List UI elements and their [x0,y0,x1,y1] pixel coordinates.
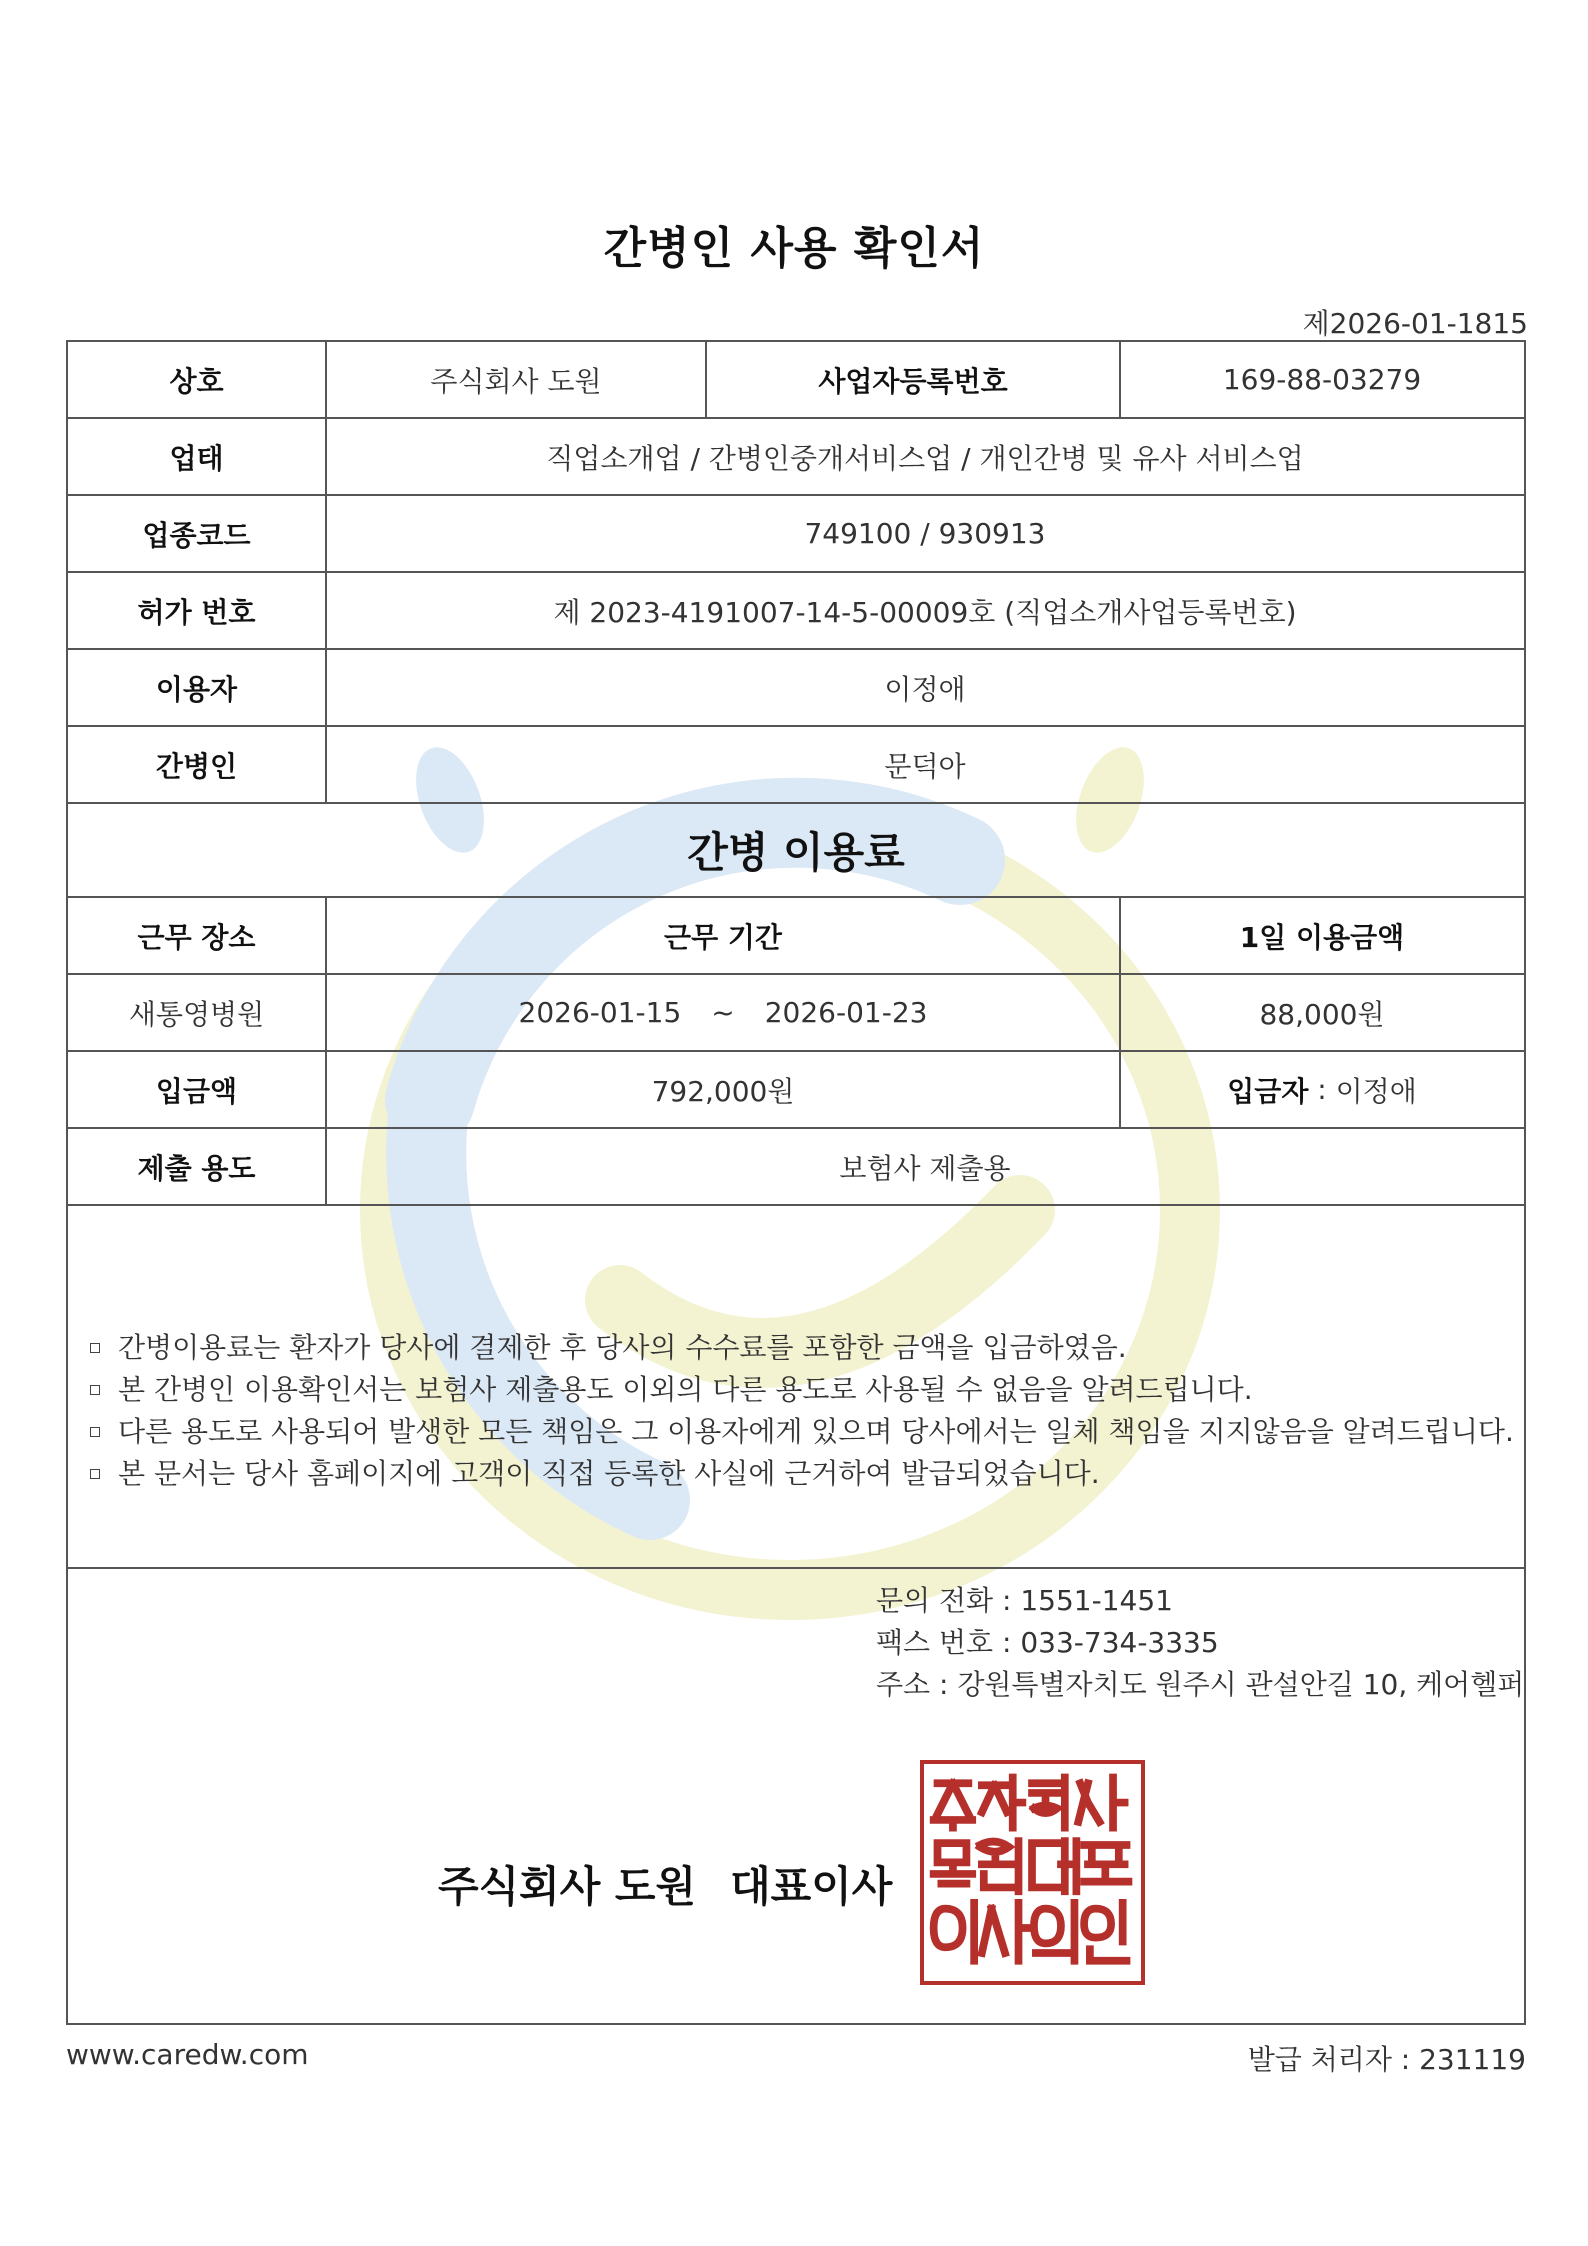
signature-company: 주식회사 도원 [438,1862,697,1911]
code-label: 업종코드 [68,496,327,571]
company-value: 주식회사 도원 [327,342,707,417]
square-bullet-icon [90,1343,100,1353]
caregiver-row [68,727,1524,804]
fee-section-title: 간병 이용료 [687,828,905,877]
contact-phone: 문의 전화 : 1551-1451 [876,1584,1173,1617]
period-start: 2026-01-15 [518,996,682,1029]
permit-row [68,573,1524,650]
depositor-cell [1121,1052,1523,1127]
signature-line [438,1854,892,1914]
depositor-separator: : [1308,1073,1336,1106]
square-bullet-icon [90,1385,100,1395]
daily-value: 88,000원 [1259,997,1385,1031]
company-label: 상호 [68,342,327,417]
period-value [327,975,1121,1050]
website-link[interactable]: www.caredw.com [66,2038,309,2071]
caregiver-value: 문덕아 [884,749,966,783]
note-item: 본 간병인 이용확인서는 보험사 제출용도 이외의 다른 용도로 사용될 수 없음을 알려드립니다. [90,1369,1514,1411]
biztype-row [68,419,1524,496]
fee-section-row [68,804,1524,898]
contact-address: 주소 : 강원특별자치도 원주시 관설안길 10, 케어헬퍼 [876,1668,1525,1701]
place-label: 근무 장소 [68,898,327,973]
note-item: 다른 용도로 사용되어 발생한 모든 책임은 그 이용자에게 있으며 당사에서는 일체 책임을 지지않음을 알려드립니다. [90,1411,1514,1453]
period-label: 근무 기간 [327,898,1121,973]
company-seal-stamp [920,1760,1145,1985]
bizno-label: 사업자등록번호 [707,342,1121,417]
document-title: 간병인 사용 확인서 [603,223,985,274]
user-row [68,650,1524,727]
contact-fax: 팩스 번호 : 033-734-3335 [876,1626,1219,1659]
square-bullet-icon [90,1469,100,1479]
confirmation-form [66,340,1526,2025]
square-bullet-icon [90,1427,100,1437]
period-end: 2026-01-23 [764,996,928,1029]
purpose-row [68,1129,1524,1206]
place-value: 새통영병원 [68,975,327,1050]
depositor-label: 입금자 [1227,1074,1309,1108]
deposit-row [68,1052,1524,1129]
note-item: 간병이용료는 환자가 당사에 결제한 후 당사의 수수료를 포함한 금액을 입금하였음. [90,1327,1514,1369]
code-value: 749100 / 930913 [804,517,1046,550]
user-label: 이용자 [68,650,327,725]
contact-info [876,1580,1524,1706]
notes-list [90,1327,1514,1495]
daily-label: 1일 이용금액 [1239,920,1405,954]
issuer-id: 발급 처리자 : 231119 [1247,2043,1526,2076]
purpose-label: 제출 용도 [68,1129,327,1204]
user-value: 이정애 [884,672,966,706]
bizno-value: 169-88-03279 [1222,363,1422,396]
purpose-value: 보험사 제출용 [839,1151,1011,1185]
company-row [68,342,1524,419]
code-row [68,496,1524,573]
biztype-label: 업태 [68,419,327,494]
depositor-value: 이정애 [1335,1074,1417,1108]
note-item: 본 문서는 당사 홈페이지에 고객이 직접 등록한 사실에 근거하여 발급되었습니다. [90,1453,1514,1495]
period-separator: ~ [711,996,735,1029]
deposit-value: 792,000원 [327,1052,1121,1127]
deposit-label: 입금액 [68,1052,327,1127]
caregiver-label: 간병인 [68,727,327,802]
document-number: 제2026-01-1815 [1302,307,1528,340]
signature-title: 대표이사 [730,1862,893,1911]
fee-header-row [68,898,1524,975]
biztype-value: 직업소개업 / 간병인중개서비스업 / 개인간병 및 유사 서비스업 [546,441,1304,475]
fee-value-row [68,975,1524,1052]
permit-value: 제 2023-4191007-14-5-00009호 (직업소개사업등록번호) [553,595,1297,629]
permit-label: 허가 번호 [68,573,327,648]
